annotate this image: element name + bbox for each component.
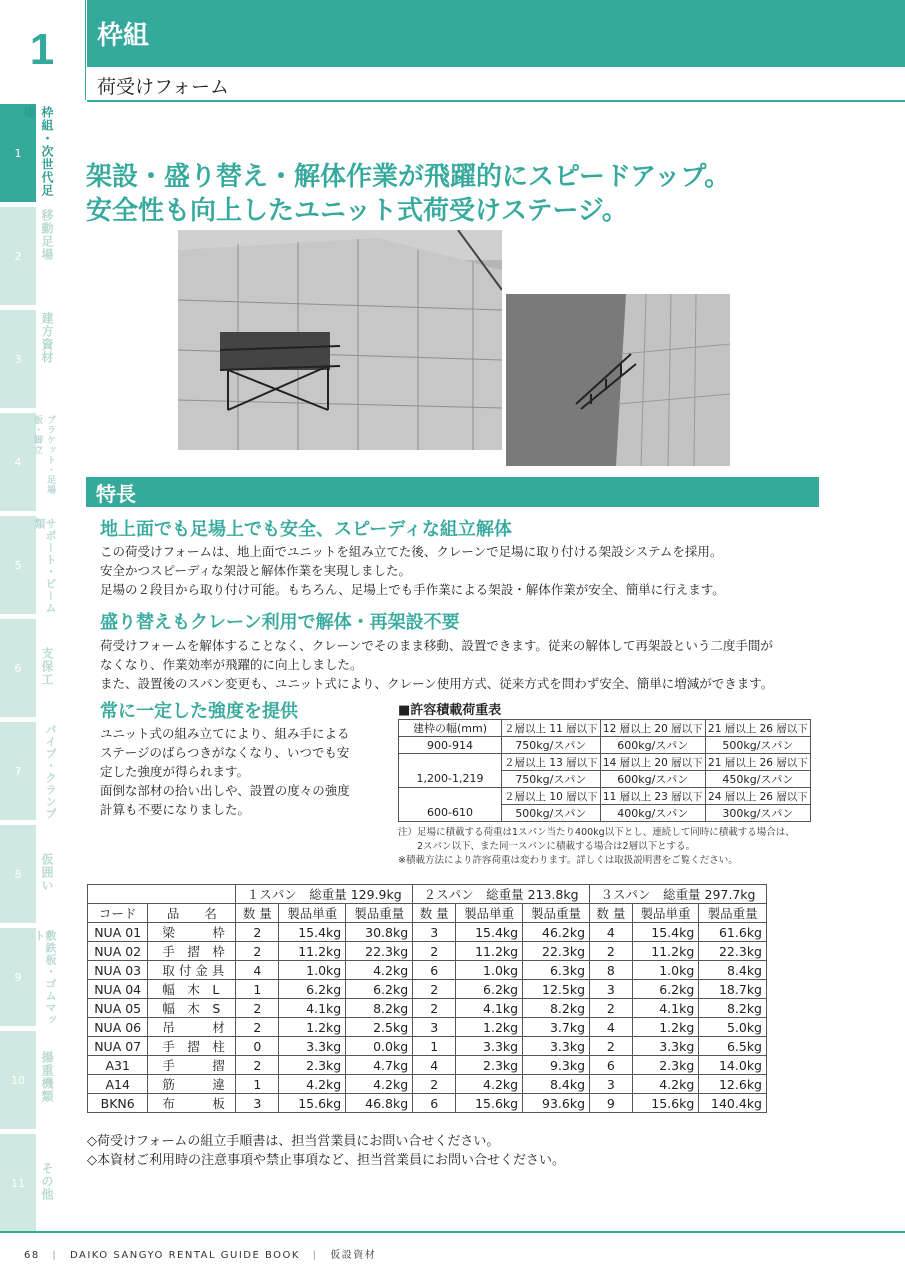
parts-table-cell: 6.2kg: [456, 980, 523, 999]
parts-table-cell: 9: [590, 1094, 633, 1113]
parts-table-cell: 4: [590, 1018, 633, 1037]
feature-2-heading: 盛り替えもクレーン利用で解体・再架設不要: [100, 612, 460, 633]
parts-table-cell: 4.2kg: [632, 1075, 698, 1094]
parts-table-cell: 2: [413, 999, 456, 1018]
parts-table-cell: 15.6kg: [632, 1094, 698, 1113]
parts-table-row: [88, 980, 767, 999]
page-footer: [24, 1246, 384, 1261]
side-tab-label: 建方資材: [40, 312, 54, 364]
parts-table-cell: NUA 01: [88, 923, 148, 942]
side-tab-label: 敷鉄板・ゴムマット: [33, 930, 57, 1026]
load-table-cell: 600-610: [399, 805, 502, 822]
parts-table-cell: 6.5kg: [699, 1037, 767, 1056]
parts-table-cell: 15.6kg: [279, 1094, 346, 1113]
parts-table-cell: 11.2kg: [279, 942, 346, 961]
headline-line-2: 安全性も向上したユニット式荷受けステージ。: [86, 196, 628, 226]
parts-table-cell: 2: [236, 1056, 279, 1075]
load-table-cell: 600kg/スパン: [600, 771, 705, 788]
parts-table-cell: 1: [236, 1075, 279, 1094]
parts-table-cell: 1.0kg: [279, 961, 346, 980]
load-table-note: ※積載方法により許容荷重は変わります。詳しくは取扱説明書をご覧ください。: [398, 855, 738, 866]
load-table-cell: 500kg/スパン: [705, 737, 810, 754]
parts-table-row: [88, 1018, 767, 1037]
parts-table-cell: 2.3kg: [279, 1056, 346, 1075]
feature-3-line: 定した強度が得られます。: [100, 764, 250, 779]
parts-table-cell: 4.2kg: [456, 1075, 523, 1094]
parts-table-row: [88, 999, 767, 1018]
parts-table-cell: 3: [236, 1094, 279, 1113]
parts-table-span-header-row: [88, 885, 767, 904]
parts-table-cell: 2: [236, 923, 279, 942]
load-table-row: [399, 771, 811, 788]
chapter-title: 枠組: [87, 0, 905, 67]
parts-table-cell: 2: [236, 942, 279, 961]
side-tab-label: 枠組・次世代足場: [22, 106, 54, 197]
parts-table-row: [88, 942, 767, 961]
parts-table-cell: 22.3kg: [523, 942, 590, 961]
parts-table-cell: 14.0kg: [699, 1056, 767, 1075]
load-table-cell: [399, 754, 502, 771]
parts-table-cell: 8.4kg: [523, 1075, 590, 1094]
page-subtitle: 荷受けフォーム: [87, 70, 905, 102]
parts-table-cell: 3: [590, 980, 633, 999]
parts-table-row: [88, 923, 767, 942]
footer-section: 仮設資材: [330, 1250, 377, 1261]
side-tab-number: 8: [0, 825, 36, 923]
parts-table-cell: 30.8kg: [346, 923, 413, 942]
parts-table-cell: 4.2kg: [346, 961, 413, 980]
parts-table-cell: 手 摺: [148, 1056, 236, 1075]
feature-1-heading: 地上面でも足場上でも安全、スピーディな組立解体: [100, 519, 512, 540]
load-table-cell: ２層以上 13 層以下: [502, 754, 601, 771]
parts-table-column-header: 製品重量: [346, 904, 413, 923]
parts-table-cell: 4: [236, 961, 279, 980]
feature-3-line: ステージのばらつきがなくなり、いつでも安: [100, 745, 350, 760]
parts-table-cell: 3.3kg: [523, 1037, 590, 1056]
parts-table-cell: NUA 06: [88, 1018, 148, 1037]
load-table-cell: 900-914: [399, 737, 502, 754]
parts-table-column-header: 製品単重: [632, 904, 698, 923]
features-section-title: 特長: [86, 477, 819, 507]
load-table-note: 注）足場に積載する荷重は1スパン当たり400kg以下とし、連続して同時に積載する場合は、: [398, 827, 795, 838]
scaffold-photo-2-image: [506, 294, 730, 466]
parts-table-cell: 3: [590, 1075, 633, 1094]
parts-table-cell: 2: [236, 999, 279, 1018]
side-tab-1[interactable]: [0, 104, 60, 202]
parts-table-row: [88, 1037, 767, 1056]
parts-table-cell: 18.7kg: [699, 980, 767, 999]
parts-table-cell: 手 摺 柱: [148, 1037, 236, 1056]
feature-1-line: 足場の２段目から取り付け可能。もちろん、足場上でも手作業による架設・解体作業が安全、簡単に行えます。: [100, 582, 725, 597]
side-tab-number: 4: [0, 413, 36, 511]
parts-table-cell: 1.0kg: [632, 961, 698, 980]
load-table-cell: 21 層以上 26 層以下: [705, 720, 810, 737]
parts-table-cell: 2: [590, 1037, 633, 1056]
parts-table-cell: 3.3kg: [456, 1037, 523, 1056]
parts-table-cell: 4.1kg: [456, 999, 523, 1018]
feature-3-line: 面倒な部材の拾い出しや、設置の度々の強度: [100, 783, 350, 798]
parts-table-cell: 12.5kg: [523, 980, 590, 999]
side-tab-label: パイプ・クランプ: [44, 724, 57, 820]
parts-table-cell: A14: [88, 1075, 148, 1094]
parts-table-cell: 1.2kg: [632, 1018, 698, 1037]
side-tab-label: サポート・ビーム類: [33, 518, 57, 614]
feature-2-line: 荷受けフォームを解体することなく、クレーンでそのまま移動、設置できます。従来の解体して再架設という二度手間が: [100, 638, 773, 653]
parts-table-cell: 0.0kg: [346, 1037, 413, 1056]
load-table-cell: 14 層以上 20 層以下: [600, 754, 705, 771]
parts-table-cell: 61.6kg: [699, 923, 767, 942]
parts-table-cell: 2: [590, 942, 633, 961]
parts-table-cell: 2: [590, 999, 633, 1018]
parts-table-cell: 4: [413, 1056, 456, 1075]
load-table-cell: 750kg/スパン: [502, 737, 601, 754]
parts-table-cell: 3.3kg: [632, 1037, 698, 1056]
feature-3-heading: 常に一定した強度を提供: [100, 701, 298, 722]
parts-table-column-header: 製品重量: [523, 904, 590, 923]
parts-table-column-header: 製品単重: [456, 904, 523, 923]
side-tab-5[interactable]: [0, 516, 60, 614]
parts-table-cell: 4.2kg: [346, 1075, 413, 1094]
parts-table: [87, 884, 767, 1113]
side-tab-10[interactable]: [0, 1031, 60, 1129]
parts-table-cell: 6.3kg: [523, 961, 590, 980]
parts-table-cell: 幅 木 S: [148, 999, 236, 1018]
load-table-cell: 500kg/スパン: [502, 805, 601, 822]
parts-table-cell: 2.3kg: [456, 1056, 523, 1075]
parts-table-cell: 2: [413, 942, 456, 961]
load-table-cell: 450kg/スパン: [705, 771, 810, 788]
load-table-cell: 600kg/スパン: [600, 737, 705, 754]
side-tab-label: ブラケット・足場板・脚立: [32, 415, 55, 495]
parts-table-cell: 6.2kg: [279, 980, 346, 999]
parts-table-cell: 1: [236, 980, 279, 999]
parts-table-cell: 6: [590, 1056, 633, 1075]
side-tab-number: 1: [0, 104, 36, 202]
side-tab-number: 5: [0, 516, 36, 614]
parts-table-span-header: １スパン 総重量 129.9kg: [236, 885, 413, 904]
parts-table-column-header: 製品重量: [699, 904, 767, 923]
load-table-row: [399, 720, 811, 737]
side-tab-2[interactable]: [0, 207, 60, 305]
side-tab-number: 6: [0, 619, 36, 717]
parts-table-cell: 4.1kg: [632, 999, 698, 1018]
feature-3-text: [100, 724, 350, 819]
parts-table-cell: A31: [88, 1056, 148, 1075]
parts-table-cell: 2: [413, 980, 456, 999]
load-table-cell: 12 層以上 20 層以下: [600, 720, 705, 737]
parts-table-cell: 11.2kg: [456, 942, 523, 961]
parts-table-cell: 6.2kg: [632, 980, 698, 999]
load-table-note: 2スパン以下、また同一スパンに積載する場合は2層以下とする。: [398, 841, 696, 852]
parts-table-cell: 1.2kg: [279, 1018, 346, 1037]
parts-table-cell: 2.5kg: [346, 1018, 413, 1037]
parts-table-cell: 1.0kg: [456, 961, 523, 980]
parts-table-cell: NUA 03: [88, 961, 148, 980]
headline: [86, 160, 846, 228]
parts-table-cell: 4.1kg: [279, 999, 346, 1018]
footer-rule: [0, 1231, 905, 1233]
load-table-cell: [399, 788, 502, 805]
parts-table-cell: 2: [413, 1075, 456, 1094]
parts-table-cell: 2: [236, 1018, 279, 1037]
parts-table-cell: 梁 枠: [148, 923, 236, 942]
parts-table-cell: 取 付 金 具: [148, 961, 236, 980]
load-table-cell: ２層以上 10 層以下: [502, 788, 601, 805]
parts-table-column-header: 数 量: [236, 904, 279, 923]
feature-2-text: [100, 636, 773, 693]
side-tab-number: 3: [0, 310, 36, 408]
load-table-row: [399, 754, 811, 771]
chapter-number: 1: [29, 25, 55, 74]
parts-table-cell: 4: [590, 923, 633, 942]
parts-table-cell: 4.7kg: [346, 1056, 413, 1075]
parts-table-cell: 6.2kg: [346, 980, 413, 999]
parts-table-cell: 9.3kg: [523, 1056, 590, 1075]
parts-table-cell: 6: [413, 1094, 456, 1113]
parts-table-cell: NUA 02: [88, 942, 148, 961]
parts-table-cell: 22.3kg: [699, 942, 767, 961]
parts-table-cell: 布 板: [148, 1094, 236, 1113]
parts-table-cell: 8.2kg: [699, 999, 767, 1018]
load-table-row: [399, 737, 811, 754]
footer-book-title: DAIKO SANGYO RENTAL GUIDE BOOK: [69, 1250, 300, 1261]
footnotes: [87, 1132, 565, 1170]
parts-table-cell: 12.6kg: [699, 1075, 767, 1094]
parts-table-cell: 15.6kg: [456, 1094, 523, 1113]
parts-table-cell: 15.4kg: [456, 923, 523, 942]
load-table-cell: 750kg/スパン: [502, 771, 601, 788]
parts-table-column-header: 数 量: [590, 904, 633, 923]
load-table-title: ■許容積載荷重表: [398, 703, 502, 718]
parts-table-cell: 6: [413, 961, 456, 980]
side-tab-9[interactable]: [0, 928, 60, 1026]
footnote: ◇本資材ご利用時の注意事項や禁止事項など、担当営業員にお問い合せください。: [87, 1153, 565, 1168]
side-tab-label: 仮囲い: [40, 853, 54, 892]
side-tab-number: 11: [0, 1134, 36, 1232]
scaffold-photo-1-image: [178, 230, 502, 450]
parts-table-cell: 吊 材: [148, 1018, 236, 1037]
parts-table-cell: 筋 違: [148, 1075, 236, 1094]
parts-table-cell: 140.4kg: [699, 1094, 767, 1113]
parts-table-row: [88, 1056, 767, 1075]
scaffold-photo-2: [506, 294, 730, 466]
load-table-cell: 400kg/スパン: [600, 805, 705, 822]
page-number: 68: [24, 1250, 40, 1261]
feature-1-line: この荷受けフォームは、地上面でユニットを組み立てた後、クレーンで足場に取り付ける架設システムを採用。: [100, 544, 723, 559]
load-table-row: [399, 788, 811, 805]
feature-3-line: ユニット式の組み立てにより、組み手による: [100, 726, 350, 741]
side-tab-label: 支保工: [40, 647, 54, 686]
parts-table-cell: BKN6: [88, 1094, 148, 1113]
parts-table-cell: 8.2kg: [346, 999, 413, 1018]
footer-separator: |: [312, 1250, 318, 1261]
parts-table-cell: 46.8kg: [346, 1094, 413, 1113]
side-tab-6[interactable]: [0, 619, 60, 717]
side-tab-label: 移動足場: [40, 209, 54, 261]
scaffold-photo-1: [178, 230, 502, 450]
parts-table-column-header: 数 量: [413, 904, 456, 923]
parts-table-cell: 5.0kg: [699, 1018, 767, 1037]
feature-2-line: また、設置後のスパン変更も、ユニット式により、クレーン使用方式、従来方式を問わず安全、簡単に増減ができます。: [100, 676, 774, 691]
parts-table-cell: NUA 07: [88, 1037, 148, 1056]
parts-table-cell: 3.3kg: [279, 1037, 346, 1056]
parts-table-cell: 1.2kg: [456, 1018, 523, 1037]
side-tab-label: 揚重機類: [40, 1051, 54, 1103]
load-table-cell: 21 層以上 26 層以下: [705, 754, 810, 771]
parts-table-cell: 幅 木 L: [148, 980, 236, 999]
parts-table-cell: 8: [590, 961, 633, 980]
side-tab-8[interactable]: [0, 825, 60, 923]
load-table-notes: [398, 826, 795, 868]
parts-table-row: [88, 1075, 767, 1094]
side-tab-number: 9: [0, 928, 36, 1026]
parts-table-row: [88, 1094, 767, 1113]
load-table-cell: 11 層以上 23 層以下: [600, 788, 705, 805]
parts-table-column-header: コード: [88, 904, 148, 923]
side-tab-11[interactable]: [0, 1134, 60, 1232]
parts-table-cell: 1: [413, 1037, 456, 1056]
chapter-divider: [85, 0, 86, 100]
feature-3-line: 計算も不要になりました。: [100, 802, 251, 817]
load-table: [398, 719, 811, 822]
parts-table-cell: 8.4kg: [699, 961, 767, 980]
feature-1-text: [100, 542, 725, 599]
load-table-cell: 建枠の幅(mm): [399, 720, 502, 737]
side-tab-number: 10: [0, 1031, 36, 1129]
parts-table-cell: NUA 04: [88, 980, 148, 999]
parts-table-cell: 手 摺 枠: [148, 942, 236, 961]
side-tab-number: 2: [0, 207, 36, 305]
parts-table-column-header: 品 名: [148, 904, 236, 923]
parts-table-cell: 2.3kg: [632, 1056, 698, 1075]
parts-table-cell: 11.2kg: [632, 942, 698, 961]
footer-separator: |: [52, 1250, 58, 1261]
parts-table-row: [88, 961, 767, 980]
parts-table-span-header: ３スパン 総重量 297.7kg: [590, 885, 767, 904]
feature-1-line: 安全かつスピーディな架設と解体作業を実現しました。: [100, 563, 412, 578]
parts-table-cell: 3: [413, 923, 456, 942]
feature-2-line: なくなり、作業効率が飛躍的に向上しました。: [100, 657, 363, 672]
parts-table-cell: 22.3kg: [346, 942, 413, 961]
headline-line-1: 架設・盛り替え・解体作業が飛躍的にスピードアップ。: [86, 162, 731, 192]
parts-table-cell: 15.4kg: [279, 923, 346, 942]
parts-table-cell: 93.6kg: [523, 1094, 590, 1113]
load-table-cell: 24 層以上 26 層以下: [705, 788, 810, 805]
parts-table-column-header: 製品単重: [279, 904, 346, 923]
parts-table-header-row: [88, 904, 767, 923]
load-table-cell: ２層以上 11 層以下: [502, 720, 601, 737]
parts-table-span-header: ２スパン 総重量 213.8kg: [413, 885, 590, 904]
side-tab-number: 7: [0, 722, 36, 820]
parts-table-cell: 3: [413, 1018, 456, 1037]
load-table-row: [399, 805, 811, 822]
footnote: ◇荷受けフォームの組立手順書は、担当営業員にお問い合せください。: [87, 1134, 500, 1149]
parts-table-cell: 4.2kg: [279, 1075, 346, 1094]
side-tab-label: その他: [40, 1162, 54, 1201]
side-tab-4[interactable]: [0, 413, 60, 511]
load-table-cell: 300kg/スパン: [705, 805, 810, 822]
parts-table-cell: 46.2kg: [523, 923, 590, 942]
side-tab-3[interactable]: [0, 310, 60, 408]
parts-table-cell: 0: [236, 1037, 279, 1056]
side-tab-7[interactable]: [0, 722, 60, 820]
parts-table-cell: NUA 05: [88, 999, 148, 1018]
parts-table-cell: 8.2kg: [523, 999, 590, 1018]
load-table-cell: 1,200-1,219: [399, 771, 502, 788]
parts-table-cell: 3.7kg: [523, 1018, 590, 1037]
parts-table-blank-cell: [88, 885, 236, 904]
parts-table-cell: 15.4kg: [632, 923, 698, 942]
